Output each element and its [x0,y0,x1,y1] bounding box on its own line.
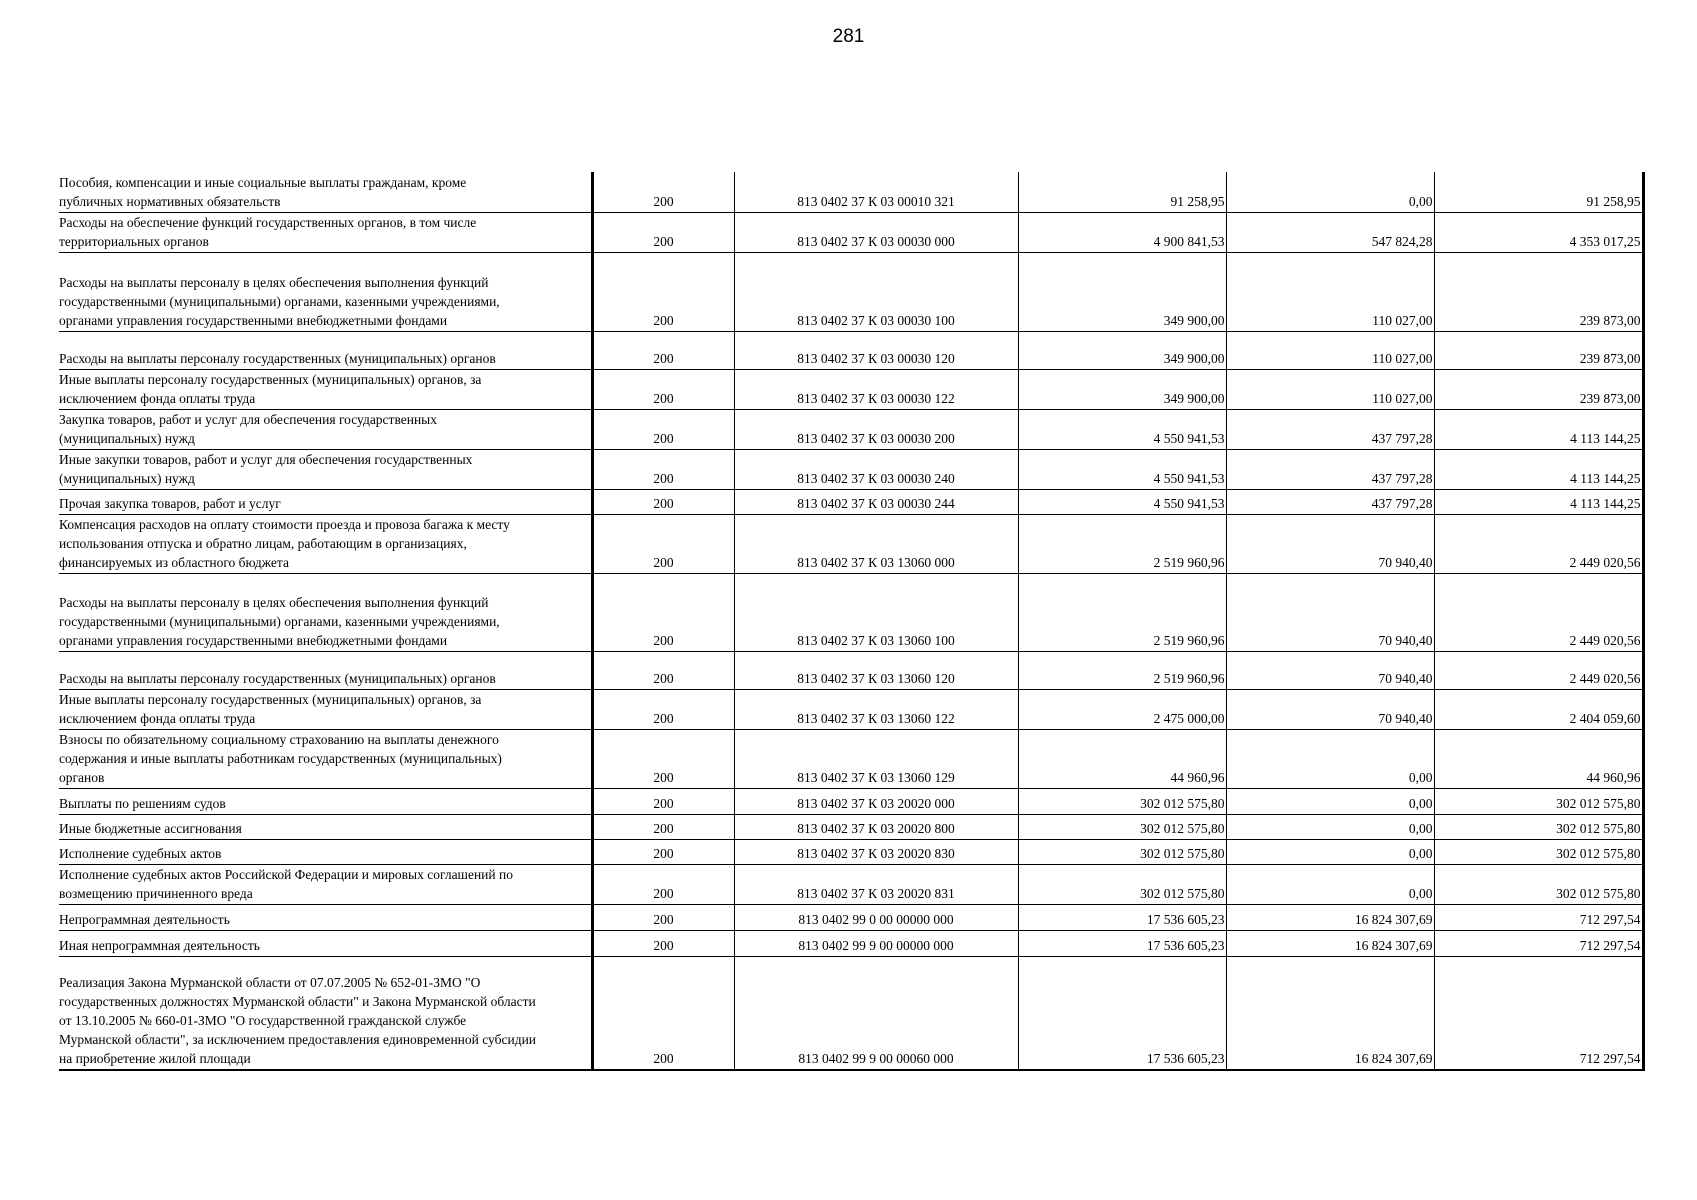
table-row [59,212,1643,252]
row-executed-amount: 437 797,28 [1226,449,1434,489]
row-line-code: 200 [592,409,734,449]
row-name: Иная непрограммная деятельность [59,930,592,956]
row-budget-code: 813 0402 37 К 03 13060 129 [734,729,1018,788]
row-approved-amount: 17 536 605,23 [1018,930,1226,956]
row-name: Пособия, компенсации и иные социальные выплаты гражданам, кроме публичных нормативных обязательств [59,172,592,212]
row-budget-code: 813 0402 37 К 03 00030 122 [734,369,1018,409]
row-approved-amount: 2 519 960,96 [1018,514,1226,573]
row-approved-amount: 349 900,00 [1018,369,1226,409]
row-executed-amount: 16 824 307,69 [1226,930,1434,956]
row-unexecuted-amount: 712 297,54 [1434,956,1643,1070]
row-name: Расходы на обеспечение функций государственных органов, в том числе территориальных органов [59,212,592,252]
row-name: Взносы по обязательному социальному страхованию на выплаты денежного содержания и иные выплаты работникам государственных (муниципальных) органов [59,729,592,788]
row-budget-code: 813 0402 37 К 03 00030 000 [734,212,1018,252]
row-name: Иные выплаты персоналу государственных (муниципальных) органов, за исключением фонда оплаты труда [59,689,592,729]
row-approved-amount: 349 900,00 [1018,331,1226,369]
row-line-code: 200 [592,172,734,212]
row-budget-code: 813 0402 37 К 03 00030 120 [734,331,1018,369]
row-unexecuted-amount: 239 873,00 [1434,252,1643,331]
row-line-code: 200 [592,814,734,839]
row-executed-amount: 70 940,40 [1226,651,1434,689]
row-budget-code: 813 0402 37 К 03 20020 800 [734,814,1018,839]
row-name: Расходы на выплаты персоналу государственных (муниципальных) органов [59,331,592,369]
row-approved-amount: 91 258,95 [1018,172,1226,212]
row-name: Иные выплаты персоналу государственных (муниципальных) органов, за исключением фонда оплаты труда [59,369,592,409]
table-row [59,904,1643,930]
table-row [59,788,1643,814]
row-name: Расходы на выплаты персоналу в целях обеспечения выполнения функций государственными (муниципальными) органами, казенными учреждениями, органами управления государственными внебюджетными фондами [59,573,592,651]
row-unexecuted-amount: 4 113 144,25 [1434,409,1643,449]
row-line-code: 200 [592,369,734,409]
row-name: Прочая закупка товаров, работ и услуг [59,489,592,514]
table-row [59,956,1643,1070]
row-line-code: 200 [592,930,734,956]
table-row [59,252,1643,331]
row-approved-amount: 2 519 960,96 [1018,651,1226,689]
row-executed-amount: 0,00 [1226,839,1434,864]
row-unexecuted-amount: 712 297,54 [1434,930,1643,956]
row-executed-amount: 16 824 307,69 [1226,956,1434,1070]
row-unexecuted-amount: 2 404 059,60 [1434,689,1643,729]
row-budget-code: 813 0402 37 К 03 00010 321 [734,172,1018,212]
table-row [59,729,1643,788]
table-row [59,369,1643,409]
row-line-code: 200 [592,729,734,788]
row-unexecuted-amount: 4 113 144,25 [1434,489,1643,514]
row-line-code: 200 [592,864,734,904]
row-budget-code: 813 0402 37 К 03 13060 120 [734,651,1018,689]
row-name: Выплаты по решениям судов [59,788,592,814]
row-approved-amount: 349 900,00 [1018,252,1226,331]
table-row [59,514,1643,573]
row-budget-code: 813 0402 37 К 03 20020 830 [734,839,1018,864]
row-unexecuted-amount: 239 873,00 [1434,331,1643,369]
row-executed-amount: 0,00 [1226,788,1434,814]
row-name: Непрограммная деятельность [59,904,592,930]
row-name: Закупка товаров, работ и услуг для обеспечения государственных (муниципальных) нужд [59,409,592,449]
row-executed-amount: 110 027,00 [1226,252,1434,331]
row-approved-amount: 2 519 960,96 [1018,573,1226,651]
table-row [59,814,1643,839]
row-unexecuted-amount: 2 449 020,56 [1434,514,1643,573]
row-line-code: 200 [592,212,734,252]
row-unexecuted-amount: 712 297,54 [1434,904,1643,930]
row-executed-amount: 547 824,28 [1226,212,1434,252]
row-budget-code: 813 0402 99 9 00 00060 000 [734,956,1018,1070]
row-unexecuted-amount: 91 258,95 [1434,172,1643,212]
row-budget-code: 813 0402 37 К 03 00030 244 [734,489,1018,514]
row-executed-amount: 110 027,00 [1226,369,1434,409]
row-unexecuted-amount: 302 012 575,80 [1434,788,1643,814]
row-budget-code: 813 0402 37 К 03 20020 831 [734,864,1018,904]
row-budget-code: 813 0402 37 К 03 00030 240 [734,449,1018,489]
row-executed-amount: 437 797,28 [1226,489,1434,514]
table-row [59,573,1643,651]
row-line-code: 200 [592,956,734,1070]
row-budget-code: 813 0402 99 0 00 00000 000 [734,904,1018,930]
row-unexecuted-amount: 2 449 020,56 [1434,651,1643,689]
row-line-code: 200 [592,449,734,489]
row-line-code: 200 [592,788,734,814]
table-row [59,689,1643,729]
row-executed-amount: 437 797,28 [1226,409,1434,449]
row-line-code: 200 [592,331,734,369]
table-row [59,651,1643,689]
row-name: Расходы на выплаты персоналу в целях обеспечения выполнения функций государственными (муниципальными) органами, казенными учреждениями, органами управления государственными внебюджетными фондами [59,252,592,331]
row-name: Компенсация расходов на оплату стоимости проезда и провоза багажа к месту использования отпуска и обратно лицам, работающим в организациях, финансируемых из областного бюджета [59,514,592,573]
row-budget-code: 813 0402 37 К 03 20020 000 [734,788,1018,814]
row-unexecuted-amount: 302 012 575,80 [1434,864,1643,904]
table-row [59,930,1643,956]
row-approved-amount: 4 550 941,53 [1018,409,1226,449]
row-unexecuted-amount: 239 873,00 [1434,369,1643,409]
row-executed-amount: 70 940,40 [1226,514,1434,573]
row-approved-amount: 302 012 575,80 [1018,864,1226,904]
row-approved-amount: 302 012 575,80 [1018,788,1226,814]
row-unexecuted-amount: 302 012 575,80 [1434,839,1643,864]
table-row [59,839,1643,864]
row-unexecuted-amount: 44 960,96 [1434,729,1643,788]
row-budget-code: 813 0402 37 К 03 13060 000 [734,514,1018,573]
row-budget-code: 813 0402 37 К 03 13060 122 [734,689,1018,729]
row-unexecuted-amount: 302 012 575,80 [1434,814,1643,839]
row-line-code: 200 [592,689,734,729]
row-approved-amount: 17 536 605,23 [1018,904,1226,930]
row-line-code: 200 [592,839,734,864]
row-executed-amount: 70 940,40 [1226,573,1434,651]
row-executed-amount: 70 940,40 [1226,689,1434,729]
row-approved-amount: 4 550 941,53 [1018,449,1226,489]
row-budget-code: 813 0402 37 К 03 00030 100 [734,252,1018,331]
budget-execution-table [59,172,1645,1071]
row-name: Исполнение судебных актов [59,839,592,864]
table-body [59,172,1643,1070]
row-line-code: 200 [592,489,734,514]
row-executed-amount: 0,00 [1226,814,1434,839]
page-number: 281 [832,26,865,47]
row-executed-amount: 0,00 [1226,172,1434,212]
table-row [59,409,1643,449]
row-budget-code: 813 0402 37 К 03 00030 200 [734,409,1018,449]
row-line-code: 200 [592,904,734,930]
row-budget-code: 813 0402 99 9 00 00000 000 [734,930,1018,956]
row-name: Иные закупки товаров, работ и услуг для обеспечения государственных (муниципальных) нужд [59,449,592,489]
row-approved-amount: 4 550 941,53 [1018,489,1226,514]
table-row [59,489,1643,514]
row-budget-code: 813 0402 37 К 03 13060 100 [734,573,1018,651]
row-approved-amount: 2 475 000,00 [1018,689,1226,729]
row-line-code: 200 [592,252,734,331]
row-line-code: 200 [592,514,734,573]
row-unexecuted-amount: 4 113 144,25 [1434,449,1643,489]
table-row [59,331,1643,369]
row-approved-amount: 302 012 575,80 [1018,839,1226,864]
row-executed-amount: 0,00 [1226,729,1434,788]
row-approved-amount: 4 900 841,53 [1018,212,1226,252]
row-line-code: 200 [592,573,734,651]
row-approved-amount: 44 960,96 [1018,729,1226,788]
table-row [59,172,1643,212]
table-row [59,449,1643,489]
row-name: Иные бюджетные ассигнования [59,814,592,839]
row-approved-amount: 17 536 605,23 [1018,956,1226,1070]
row-unexecuted-amount: 4 353 017,25 [1434,212,1643,252]
row-executed-amount: 110 027,00 [1226,331,1434,369]
row-line-code: 200 [592,651,734,689]
row-name: Расходы на выплаты персоналу государственных (муниципальных) органов [59,651,592,689]
table-row [59,864,1643,904]
row-unexecuted-amount: 2 449 020,56 [1434,573,1643,651]
row-name: Исполнение судебных актов Российской Федерации и мировых соглашений по возмещению причиненного вреда [59,864,592,904]
row-approved-amount: 302 012 575,80 [1018,814,1226,839]
row-name: Реализация Закона Мурманской области от 07.07.2005 № 652-01-ЗМО "О государственных должностях Мурманской области" и Закона Мурманской области от 13.10.2005 № 660-01-ЗМО "О государственной гражданской службе Мурманской области", за исключением предоставления единовременной субсидии на приобретение жилой площади [59,956,592,1070]
row-executed-amount: 16 824 307,69 [1226,904,1434,930]
row-executed-amount: 0,00 [1226,864,1434,904]
